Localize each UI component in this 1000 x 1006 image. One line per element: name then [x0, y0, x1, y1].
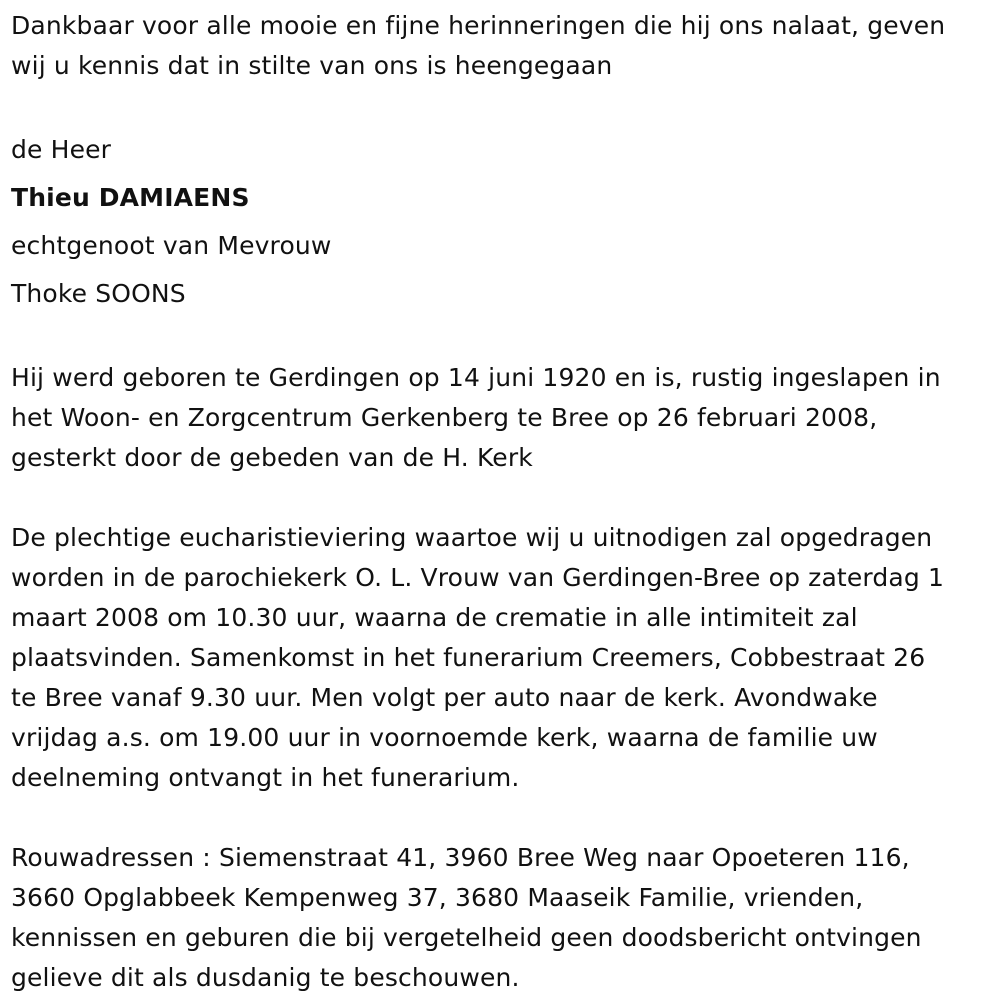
birth-death-paragraph: Hij werd geboren te Gerdingen op 14 juni 1920 en is, rustig ingeslapen in het Woon- en Zorgcentrum Gerkenberg te Bree op 26 februari 2008, gesterkt door de gebeden van de H. Kerk — [11, 363, 941, 472]
spouse-name: Thoke SOONS — [11, 279, 186, 308]
deceased-name: Thieu DAMIAENS — [11, 183, 250, 212]
addresses-paragraph: Rouwadressen : Siemenstraat 41, 3960 Bree Weg naar Opoeteren 116, 3660 Opglabbeek Kempenweg 37, 3680 Maaseik Familie, vrienden, kennissen en geburen die bij vergetelheid geen doodsbericht ontvingen gelieve dit als dusdanig te beschouwen. — [11, 843, 922, 992]
spouse-label: echtgenoot van Mevrouw — [11, 231, 332, 260]
spacer — [11, 86, 996, 126]
spacer — [11, 318, 996, 358]
spacer — [11, 478, 996, 518]
intro-paragraph: Dankbaar voor alle mooie en fijne herinneringen die hij ons nalaat, geven wij u kennis dat in stilte van ons is heengegaan — [11, 11, 946, 80]
ceremony-paragraph: De plechtige eucharistieviering waartoe wij u uitnodigen zal opgedragen worden in de parochiekerk O. L. Vrouw van Gerdingen-Bree op zaterdag 1 maart 2008 om 10.30 uur, waarna de crematie in alle intimiteit zal plaatsvinden. Samenkomst in het funerarium Creemers, Cobbestraat 26 te Bree vanaf 9.30 uur. Men volgt per auto naar de kerk. Avondwake vrijdag a.s. om 19.00 uur in voornoemde kerk, waarna de familie uw deelneming ontvangt in het funerarium. — [11, 523, 945, 792]
spacer — [11, 798, 996, 838]
obituary-notice — [11, 0, 996, 998]
honorific-title: de Heer — [11, 135, 112, 164]
